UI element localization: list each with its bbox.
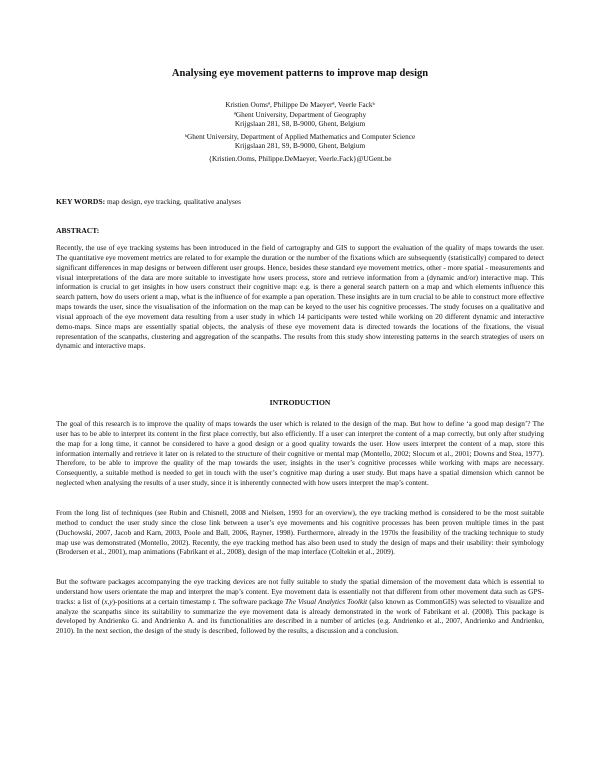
p3-toolkit-name: The Visual Analytics Toolkit: [285, 596, 368, 606]
keywords-text: map design, eye tracking, qualitative analyses: [106, 197, 241, 206]
keywords-line: [56, 197, 556, 206]
introduction-heading: INTRODUCTION: [269, 398, 331, 407]
keywords-label: KEY WORDS:: [56, 197, 106, 206]
affiliation-a-line1: ªGhent University, Department of Geography: [233, 109, 367, 119]
intro-paragraph-1: The goal of this research is to improve the quality of maps towards the user which is related to the design of the map. But how to define ‘a good map design’? The user has to be able to interpret its content in the first place correctly, but also efficiently. If a user can interpret the content of a map correctly, but only after studying the map for a long time, it cannot be considered to have a good design or a good quality towards the user. How users interpret the content of a map, store this information internally and retrieve it later on is related to the structure of their cognitive or mental map (Montello, 2002; Slocum et al., 2001; Downs and Stea, 1977). Therefore, to be able to improve the quality of the map towards the user, insights in the user’s cognitive processes while working with maps are necessary. Consequently, a suitable method is needed to get in touch with the user’s cognitive map during a user study. But maps have a spatial dimension which cannot be neglected when analysing the results of a user study, since it is inherently connected with how users interpret the map’s content.: [56, 419, 544, 488]
abstract-heading: ABSTRACT:: [56, 226, 100, 235]
p3-xy: x,y: [104, 596, 113, 606]
abstract-text: Recently, the use of eye tracking systems has been introduced in the field of cartography and GIS to support the evaluation of the quality of maps towards the user. The quantitative eye movement metrics are related to for example the duration or the number of the fixations which are subsequently (statistically) compared to detect significant differences in map designs or between different user groups. Hence, besides these standard eye movement metrics, other - more spatial - measurements and visual interpretations of the data are more suitable to investigate how users process, store and retrieve information from a (dynamic and/or) interactive map. This information is crucial to get insights in how users construct their cognitive map: e.g. is there a general search pattern on a map and which elements influence this search pattern, how do users orient a map, what is the influence of for example a pan operation. These insights are in turn crucial to be able to construct more effective maps towards the user, since the visualisation of the information on the map can be keyed to the user his cognitive processes. The study focuses on a qualitative and visual approach of the eye movement data resulting from a user study in which 14 participants were tested while working on 20 different dynamic and interactive demo-maps. Since maps are essentially spatial objects, the analysis of these eye movement data is directed towards the locations of the fixations, the visual representation of the scanpaths, clustering and aggregation of the scanpaths. The results from this study show interesting patterns in the search strategies of users on dynamic and interactive maps.: [56, 243, 544, 351]
p3-t: t: [212, 596, 215, 606]
p3-text-3: . The software package: [214, 596, 285, 606]
author-block: [100, 100, 500, 164]
paper-title: Analysing eye movement patterns to improve map design: [171, 68, 429, 79]
affiliation-b-line1: ᵇGhent University, Department of Applied Mathematics and Computer Science: [184, 131, 416, 141]
author-emails: {Kristien.Ooms, Philippe.DeMaeyer, Veerle.Fack}@UGent.be: [208, 153, 392, 163]
intro-paragraph-3: [56, 577, 544, 636]
p3-text-4: (also known as CommonGIS) was selected to visualize and analyze the scanpaths since its suitability to summarize the eye movement data is already demonstrated in the work of Fabrikant et al. (2008). This package is developed by Andrienko G. and Andrienko A. and its functionalities are described in a number of articles (e.g. Andrienko et al., 2007, Andrienko and Andrienko, 2010). In the next section, the design of the study is described, followed by the results, a discussion and a conclusion.: [56, 596, 545, 636]
affiliation-b-line2: Krijgslaan 281, S9, B-9000, Ghent, Belgium: [234, 141, 366, 151]
p3-text-1: But the software packages accompanying the eye tracking devices are not fully suitable to study the spatial dimension of the movement data which is essential to understand how users orientate the map and interpret the map’s content. Eye movement data is essentially not that different from other movement data such as GPS-tracks: a list of (: [56, 577, 544, 606]
intro-paragraph-2: From the long list of techniques (see Rubin and Chisnell, 2008 and Nielsen, 1993 for an overview), the eye tracking method is considered to be the most suitable method to conduct the user study since the close link between a user’s eye movements and his cognitive processes has been proven multiple times in the past (Duchowski, 2007, Jacob and Karn, 2003, Poole and Ball, 2006, Rayner, 1998). Furthermore, already in the 1970s the feasibility of the tracking technique to study map use was demonstrated (Montello, 2002). Recently, the eye tracking method has also been used to study the design of maps and their usability: their symbology (Brodersen et al., 2001), map animations (Fabrikant et al., 2008), design of the map interface (Coltekin et al., 2009).: [56, 508, 544, 557]
affiliation-a-line2: Krijgslaan 281, S8, B-9000, Ghent, Belgium: [234, 119, 366, 129]
p3-text-2: )-positions at a certain timestamp: [112, 596, 213, 606]
author-names: Kristien Oomsª, Philippe De Maeyerª, Veerle Fackᵇ: [225, 100, 375, 109]
